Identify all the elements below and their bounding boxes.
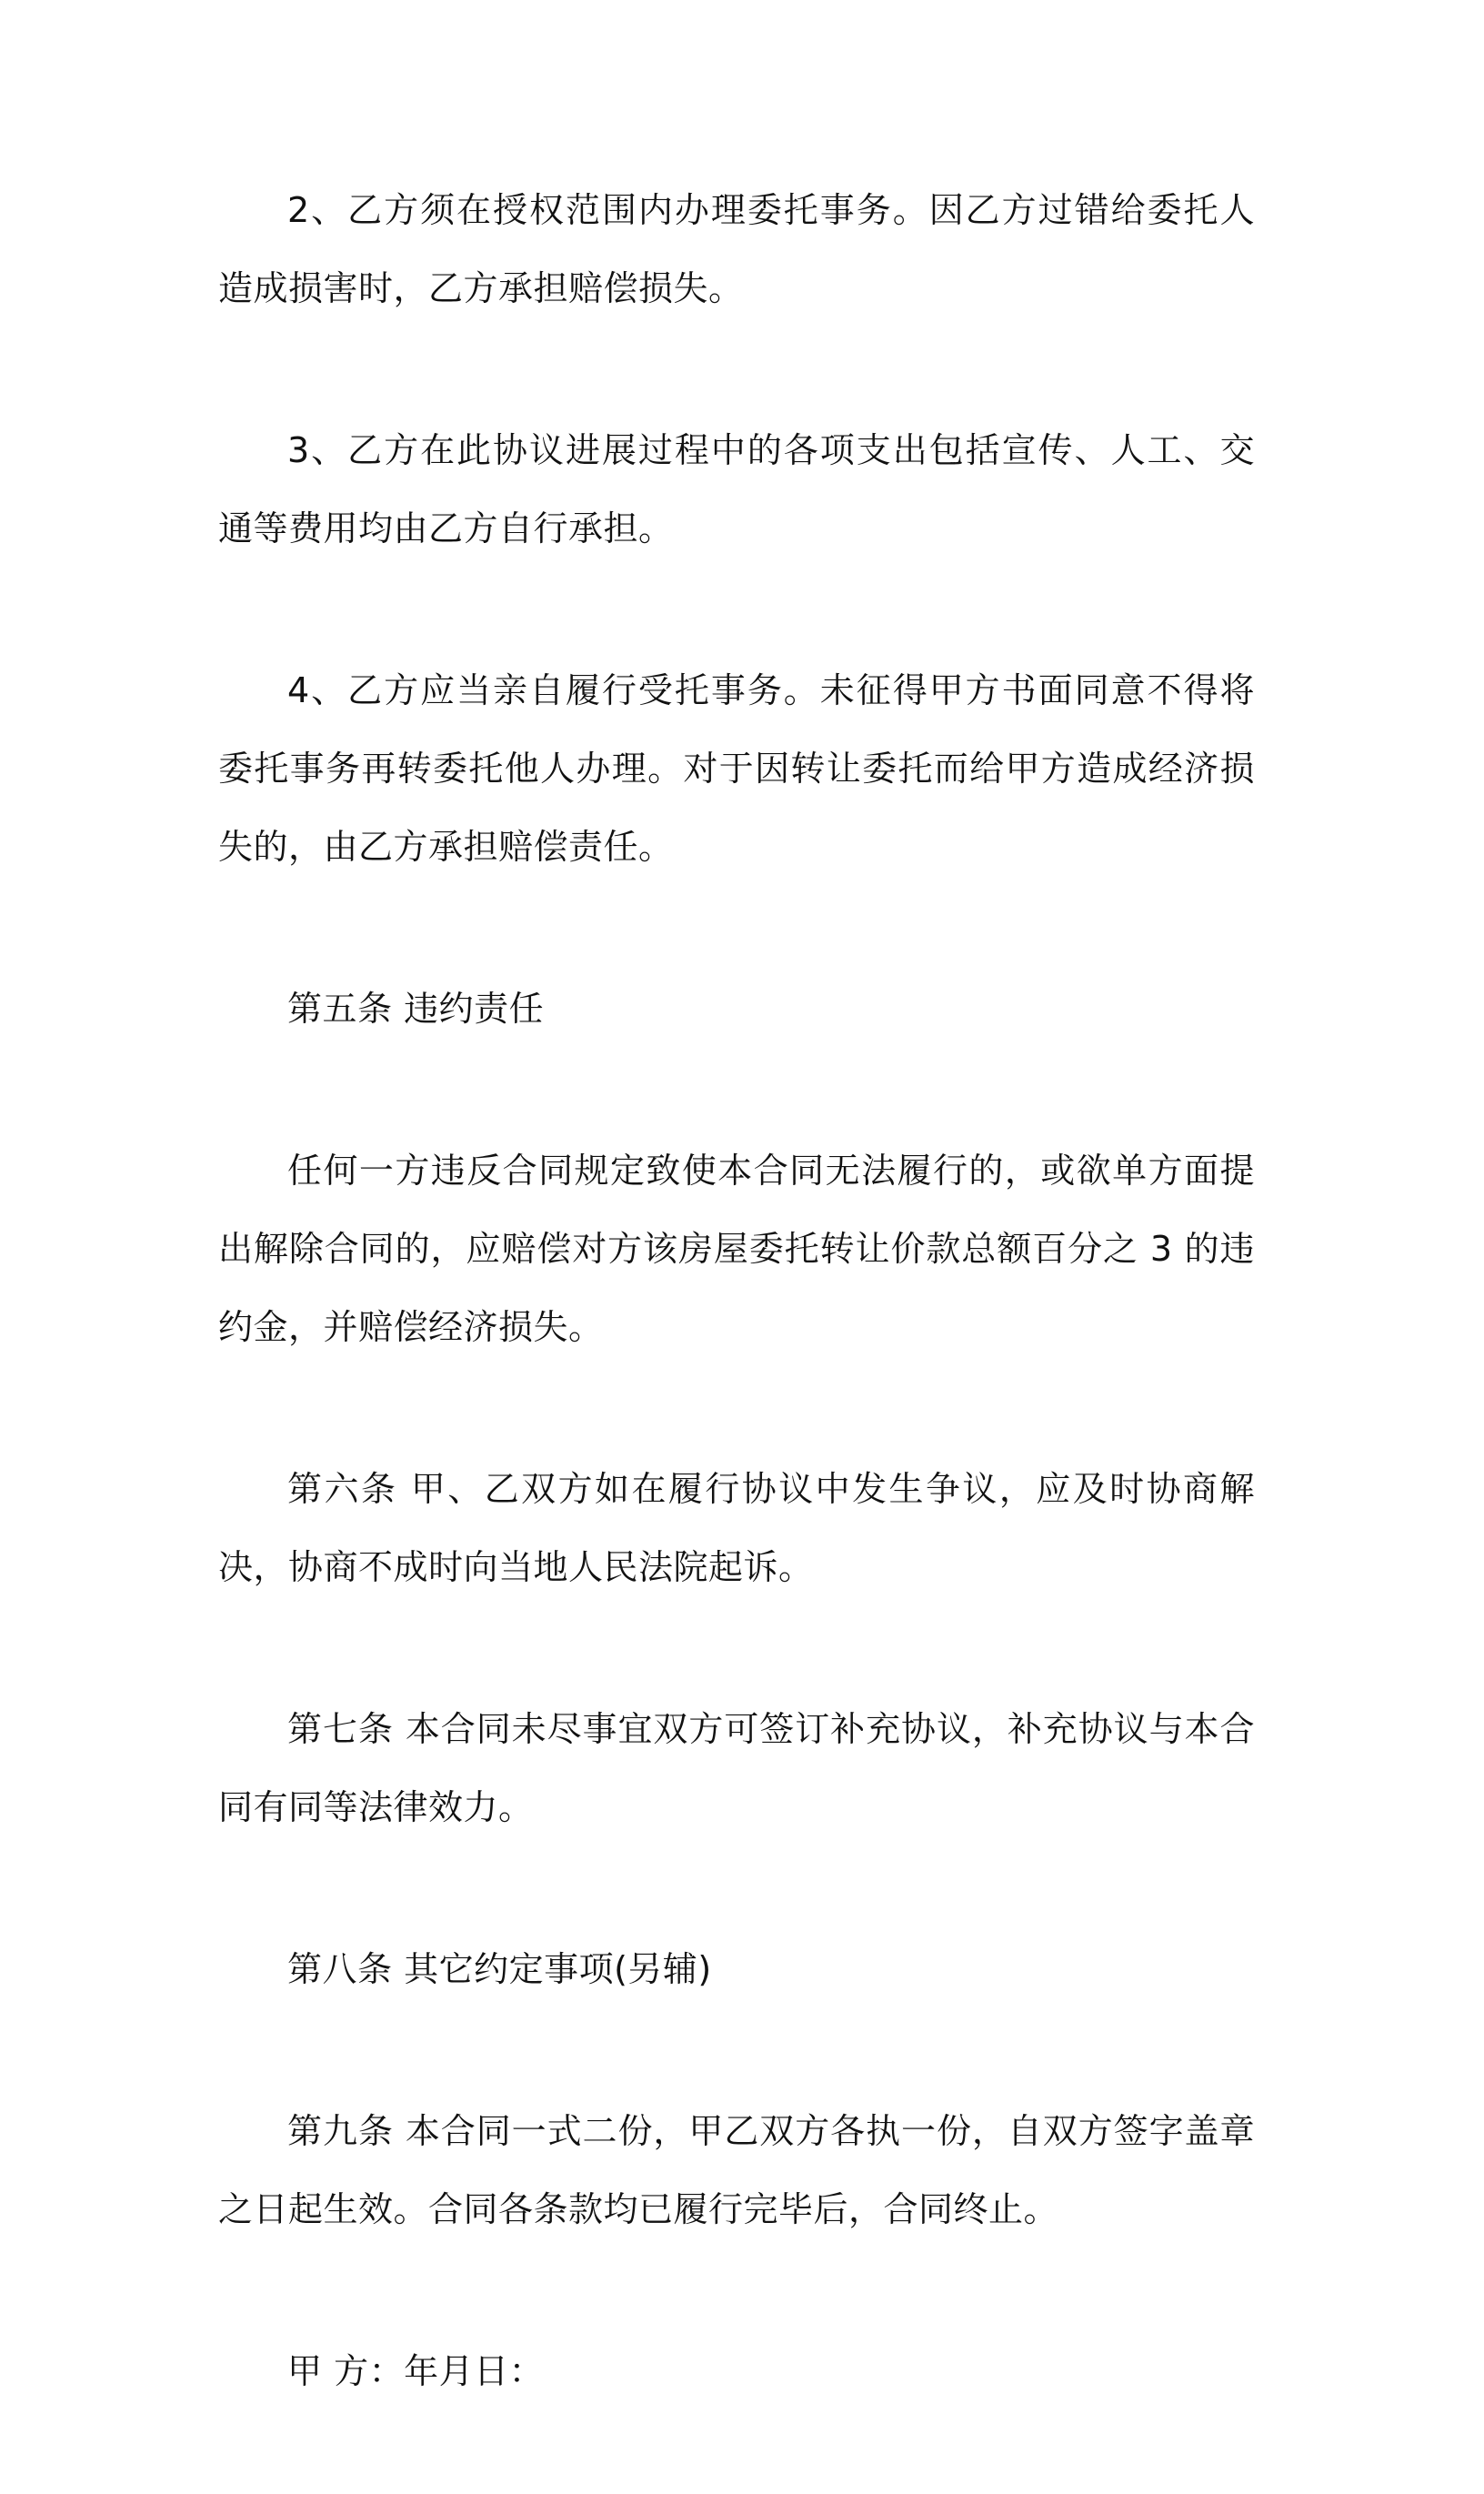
clause-4-item-3: 3、乙方在此协议进展过程中的各项支出包括宣传、人工、交通等费用均由乙方自行承担。 <box>218 430 1255 548</box>
clause-4-item-4: 4、乙方应当亲自履行受托事务。未征得甲方书面同意不得将委托事务再转委托他人办理。对于因转让委托而给甲方造成经济损失的，由乙方承担赔偿责任。 <box>218 670 1255 867</box>
clause-8: 第八条 其它约定事项(另辅) <box>287 1949 712 1989</box>
clause-6: 第六条 甲、乙双方如在履行协议中发生争议，应及时协商解决，协商不成时向当地人民法院起诉。 <box>218 1469 1255 1587</box>
clause-5-body: 任何一方违反合同规定致使本合同无法履行的，或欲单方面提出解除合同的，应赔偿对方该房屋委托转让价款总额百分之 3 的违约金，并赔偿经济损失。 <box>218 1151 1255 1347</box>
clause-9: 第九条 本合同一式二份，甲乙双方各执一份，自双方签字盖章之日起生效。合同各条款均已履行完毕后，合同终止。 <box>218 2111 1255 2229</box>
clause-5-heading: 第五条 违约责任 <box>287 989 545 1029</box>
party-a-signature-line: 甲 方：年月日： <box>287 2351 545 2391</box>
document-body <box>218 171 1255 2494</box>
clause-7: 第七条 本合同未尽事宜双方可签订补充协议，补充协议与本合同有同等法律效力。 <box>218 1709 1255 1827</box>
clause-4-item-2: 2、乙方须在授权范围内办理委托事务。因乙方过错给委托人造成损害时，乙方承担赔偿损失。 <box>218 190 1255 308</box>
